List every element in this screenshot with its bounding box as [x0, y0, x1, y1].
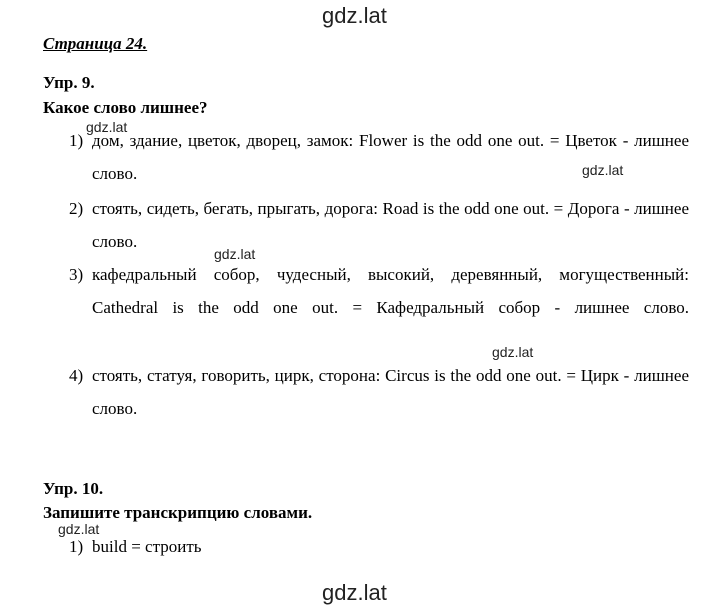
- item-number: 3): [69, 265, 84, 284]
- list-item: [69, 258, 689, 357]
- watermark-small: gdz.lat: [214, 246, 256, 262]
- page-title: Страница 24.: [43, 34, 148, 53]
- list-item: [69, 530, 689, 563]
- item-number: 4): [69, 366, 84, 385]
- item-text: кафедральный собор, чудесный, высокий, деревянный, могущественный: Cathedral is the odd one out. = Кафедральный собор - лишнее слово.: [92, 265, 689, 317]
- watermark-bottom: gdz.lat: [322, 580, 387, 605]
- exercise-9-task: Какое слово лишнее?: [43, 98, 208, 117]
- item-text: build = строить: [92, 537, 202, 556]
- exercise-9-title: Упр. 9.: [43, 73, 95, 92]
- item-text: дом, здание, цветок, дворец, замок: Flower is the odd one out. = Цветок - лишнее слово.: [92, 131, 689, 183]
- item-text: стоять, сидеть, бегать, прыгать, дорога: Road is the odd one out. = Дорога - лишнее слово.: [92, 199, 689, 251]
- watermark-small: gdz.lat: [582, 162, 624, 178]
- item-number: 1): [69, 131, 84, 150]
- item-number: 1): [69, 537, 84, 556]
- exercise-10-title: Упр. 10.: [43, 479, 104, 498]
- item-number: 2): [69, 199, 84, 218]
- exercise-10-task: Запишите транскрипцию словами.: [43, 503, 313, 522]
- watermark-small: gdz.lat: [58, 521, 100, 537]
- watermark-small: gdz.lat: [86, 119, 128, 135]
- watermark-top: gdz.lat: [322, 3, 387, 28]
- list-item: [69, 359, 689, 458]
- watermark-small: gdz.lat: [492, 344, 534, 360]
- item-text: стоять, статуя, говорить, цирк, сторона: Circus is the odd one out. = Цирк - лишнее слово.: [92, 366, 689, 418]
